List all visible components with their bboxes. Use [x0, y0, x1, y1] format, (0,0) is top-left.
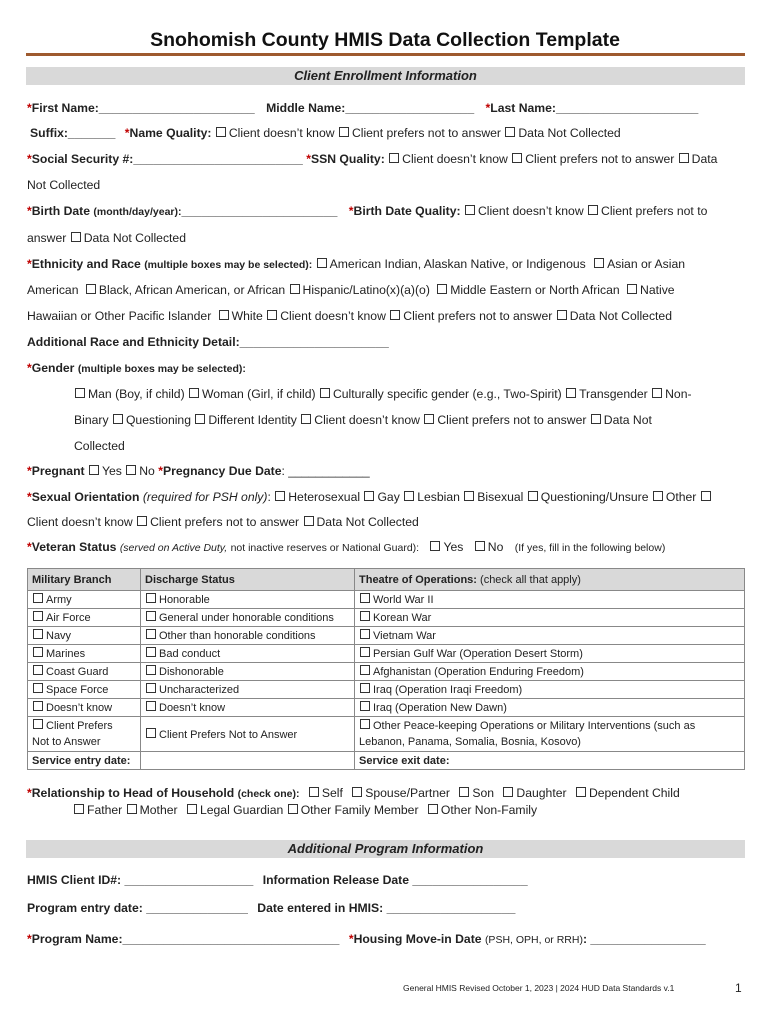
column-header-branch: Military Branch [28, 569, 141, 591]
checkbox[interactable] [146, 701, 156, 711]
checkbox[interactable] [86, 284, 96, 294]
name-quality-label: Name Quality: [129, 126, 212, 140]
checkbox[interactable] [187, 804, 197, 814]
checkbox[interactable] [290, 284, 300, 294]
ethnicity-row-3: Hawaiian or Other Pacific Islander White Client doesn’t know Client prefers not to answer Data Not Collected [27, 309, 672, 323]
suffix-field[interactable]: Suffix:_______ [30, 126, 116, 140]
checkbox[interactable] [146, 683, 156, 693]
checkbox[interactable] [360, 719, 370, 729]
date-entered-hmis-field[interactable]: Date entered in HMIS: ___________________ [257, 901, 516, 915]
table-row [28, 752, 745, 770]
checkbox[interactable] [360, 647, 370, 657]
table-row: Space Force Uncharacterized Iraq (Operation Iraqi Freedom) [28, 681, 745, 699]
ethnicity-row-2: American Black, African American, or African Hispanic/Latino(x)(a)(o) Middle Eastern or North African Native [27, 283, 675, 297]
checkbox[interactable] [288, 804, 298, 814]
checkbox[interactable] [195, 414, 205, 424]
checkbox[interactable] [503, 787, 513, 797]
checkbox[interactable] [528, 491, 538, 501]
program-name-field[interactable]: Program Name:________________________________ [31, 932, 340, 946]
checkbox[interactable] [275, 491, 285, 501]
hmis-id-row [27, 872, 745, 888]
checkbox[interactable] [360, 701, 370, 711]
checkbox[interactable] [424, 414, 434, 424]
ethnicity-row-1: *Ethnicity and Race (multiple boxes may be selected): American Indian, Alaskan Native, or Indigenous Asian or Asian [27, 257, 686, 271]
sexual-orientation-row-1: *Sexual Orientation (required for PSH only): Heterosexual Gay Lesbian Bisexual Questioning/Unsure Other [27, 489, 745, 505]
checkbox[interactable] [74, 804, 84, 814]
checkbox[interactable] [364, 491, 374, 501]
checkbox[interactable] [566, 388, 576, 398]
checkbox[interactable] [512, 153, 522, 163]
checkbox[interactable] [33, 629, 43, 639]
birth-date-row: *Birth Date (month/day/year):_______________________ *Birth Date Quality: Client doesn’t know Client prefers not to [27, 204, 708, 218]
title-divider [26, 53, 745, 56]
sexual-orientation-row-2: Client doesn’t know Client prefers not to answer Data Not Collected [27, 515, 419, 529]
checkbox[interactable] [339, 127, 349, 137]
section-header-additional-program: Additional Program Information [26, 840, 745, 858]
service-entry-date-field[interactable]: Service entry date: [28, 752, 141, 770]
checkbox[interactable] [146, 647, 156, 657]
hmis-client-id-field[interactable]: HMIS Client ID#: ___________________ [27, 873, 254, 887]
checkbox[interactable] [146, 728, 156, 738]
program-entry-row [27, 900, 745, 916]
checkbox[interactable] [33, 611, 43, 621]
checkbox[interactable] [33, 701, 43, 711]
checkbox[interactable] [33, 647, 43, 657]
table-header-row [28, 569, 745, 591]
footer-text: General HMIS Revised October 1, 2023 | 2024 HUD Data Standards v.1 [403, 983, 675, 993]
checkbox[interactable] [465, 205, 475, 215]
last-name-field[interactable]: Last Name:_____________________ [490, 101, 699, 115]
checkbox[interactable] [309, 787, 319, 797]
checkbox[interactable] [576, 787, 586, 797]
checkbox[interactable] [505, 127, 515, 137]
checkbox[interactable] [146, 611, 156, 621]
checkbox[interactable] [317, 258, 327, 268]
table-row: Navy Other than honorable conditions Vietnam War [28, 627, 745, 645]
ssn-field[interactable]: Social Security #:_________________________ [31, 152, 303, 166]
checkbox[interactable] [33, 683, 43, 693]
additional-race-field[interactable]: Additional Race and Ethnicity Detail:______________________ [27, 335, 389, 349]
table-row: Client Prefers Not to Answer Client Prefers Not to Answer Other Peace-keeping Operations or Military Interventions (such as Lebanon, Panama, Somalia, Bosnia, Kosovo) [28, 717, 745, 752]
checkbox[interactable] [127, 804, 137, 814]
checkbox[interactable] [33, 593, 43, 603]
checkbox[interactable] [464, 491, 474, 501]
pregnancy-row: *Pregnant Yes No *Pregnancy Due Date: ____________ [27, 464, 370, 478]
checkbox[interactable] [304, 516, 314, 526]
checkbox[interactable] [137, 516, 147, 526]
checkbox[interactable] [653, 491, 663, 501]
housing-move-in-date-field[interactable]: : _________________ [582, 932, 706, 946]
checkbox[interactable] [430, 541, 440, 551]
program-entry-date-field[interactable]: Program entry date: _______________ [27, 901, 248, 915]
gender-row-3: Collected [74, 439, 125, 453]
checkbox[interactable] [126, 465, 136, 475]
checkbox[interactable] [557, 310, 567, 320]
checkbox[interactable] [459, 787, 469, 797]
ssn-row-wrap: Not Collected [27, 178, 101, 192]
checkbox[interactable] [679, 153, 689, 163]
program-name-row: *Program Name:________________________________ *Housing Move-in Date (PSH, OPH, or RRH): _________________ [27, 932, 706, 946]
checkbox[interactable] [404, 491, 414, 501]
table-row: Doesn’t know Doesn’t know Iraq (Operation New Dawn) [28, 699, 745, 717]
checkbox[interactable] [627, 284, 637, 294]
middle-name-field[interactable]: Middle Name:___________________ [266, 101, 475, 115]
relationship-row-1: *Relationship to Head of Household (check one): Self Spouse/Partner Son Daughter Dependent Child [27, 786, 680, 800]
checkbox[interactable] [189, 388, 199, 398]
checkbox[interactable] [360, 683, 370, 693]
military-service-table [27, 568, 745, 770]
name-row: *First Name:_______________________ Middle Name:___________________ *Last Name:_____________________ [27, 101, 699, 115]
veteran-row: *Veteran Status (served on Active Duty, not inactive reserves or National Guard): Yes No (If yes, fill in the following below) [27, 540, 666, 554]
checkbox[interactable] [591, 414, 601, 424]
checkbox[interactable] [360, 611, 370, 621]
checkbox[interactable] [360, 665, 370, 675]
checkbox[interactable] [146, 593, 156, 603]
gender-row-2: Binary Questioning Different Identity Client doesn’t know Client prefers not to answer Data Not [74, 413, 652, 427]
first-name-field[interactable]: First Name:_______________________ [31, 101, 255, 115]
checkbox[interactable] [390, 310, 400, 320]
checkbox[interactable] [360, 593, 370, 603]
page-title: Snohomish County HMIS Data Collection Template [150, 29, 620, 51]
table-row: Air Force General under honorable conditions Korean War [28, 609, 745, 627]
column-header-discharge: Discharge Status [141, 569, 355, 591]
checkbox[interactable] [146, 629, 156, 639]
checkbox[interactable] [146, 665, 156, 675]
table-row: Army Honorable World War II [28, 591, 745, 609]
checkbox[interactable] [216, 127, 226, 137]
page-number: 1 [735, 981, 742, 995]
checkbox[interactable] [360, 629, 370, 639]
checkbox[interactable] [33, 665, 43, 675]
ssn-row: *Social Security #:_________________________ *SSN Quality: Client doesn’t know Client prefers not to answer Data [27, 152, 718, 166]
checkbox[interactable] [301, 414, 311, 424]
checkbox[interactable] [428, 804, 438, 814]
checkbox[interactable] [652, 388, 662, 398]
checkbox[interactable] [320, 388, 330, 398]
table-row: Coast Guard Dishonorable Afghanistan (Operation Enduring Freedom) [28, 663, 745, 681]
checkbox[interactable] [389, 153, 399, 163]
checkbox[interactable] [701, 491, 711, 501]
checkbox[interactable] [267, 310, 277, 320]
pregnancy-due-field[interactable]: : ____________ [281, 464, 370, 478]
checkbox[interactable] [352, 787, 362, 797]
checkbox[interactable] [113, 414, 123, 424]
suffix-row: Suffix:_______ *Name Quality: Client doesn’t know Client prefers not to answer Data Not Collected [30, 126, 621, 140]
birth-date-row-wrap: answer Data Not Collected [27, 231, 186, 245]
gender-row-1: Man (Boy, if child) Woman (Girl, if child) Culturally specific gender (e.g., Two-Spirit) Transgender Non- [74, 386, 745, 402]
relationship-row-2: Father Mother Legal Guardian Other Family Member Other Non-Family [73, 802, 745, 818]
table-row: Marines Bad conduct Persian Gulf War (Operation Desert Storm) [28, 645, 745, 663]
service-exit-date-field[interactable]: Service exit date: [355, 752, 745, 770]
checkbox[interactable] [33, 719, 43, 729]
column-header-theatre: Theatre of Operations: (check all that apply) [355, 569, 745, 591]
checkbox[interactable] [588, 205, 598, 215]
checkbox[interactable] [219, 310, 229, 320]
checkbox[interactable] [594, 258, 604, 268]
checkbox[interactable] [475, 541, 485, 551]
checkbox[interactable] [89, 465, 99, 475]
birth-date-field[interactable]: _______________________ [181, 204, 338, 218]
checkbox[interactable] [71, 232, 81, 242]
section-header-client-enrollment: Client Enrollment Information [26, 67, 745, 85]
birth-date-quality-label: Birth Date Quality: [353, 204, 461, 218]
gender-label-row: *Gender (multiple boxes may be selected): [27, 361, 246, 375]
info-release-date-field[interactable]: Information Release Date _________________ [262, 873, 528, 887]
ssn-quality-label: SSN Quality: [310, 152, 385, 166]
checkbox[interactable] [75, 388, 85, 398]
checkbox[interactable] [437, 284, 447, 294]
